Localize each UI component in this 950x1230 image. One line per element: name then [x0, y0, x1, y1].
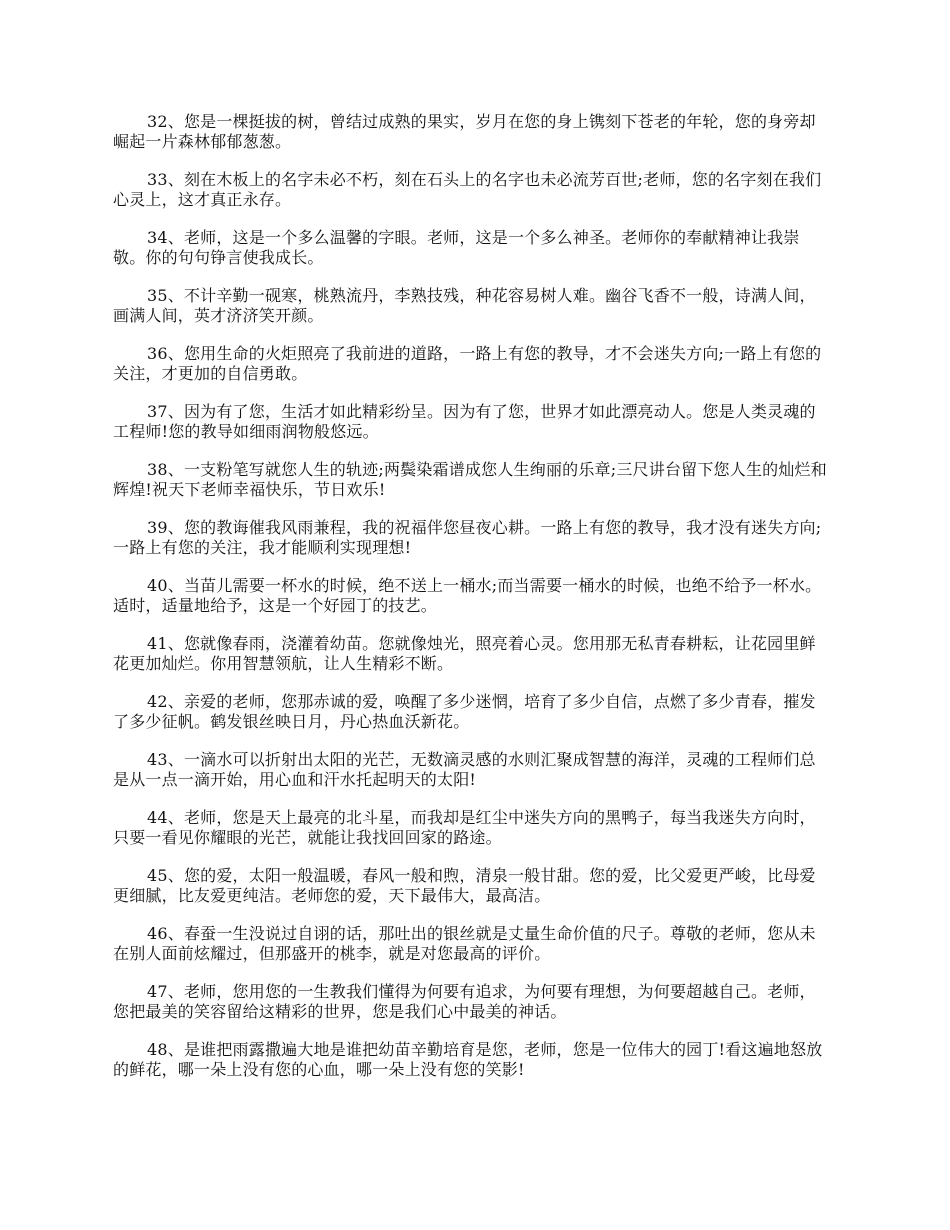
paragraph-43: 43、一滴水可以折射出太阳的光芒，无数滴灵感的水则汇聚成智慧的海洋，灵魂的工程师们总是从一点一滴开始，用心血和汗水托起明天的太阳!: [113, 750, 816, 789]
paragraph-38: 38、一支粉笔写就您人生的轨迹;两鬓染霜谱成您人生绚丽的乐章;三尺讲台留下您人生的灿烂和辉煌!祝天下老师幸福快乐，节日欢乐!: [113, 460, 827, 499]
paragraph-36: 36、您用生命的火炬照亮了我前进的道路，一路上有您的教导，才不会迷失方向;一路上有您的关注，才更加的自信勇敢。: [113, 344, 822, 383]
paragraph-45: 45、您的爱，太阳一般温暖，春风一般和煦，清泉一般甘甜。您的爱，比父爱更严峻，比母爱更细腻，比友爱更纯洁。老师您的爱，天下最伟大，最高洁。: [113, 866, 816, 905]
paragraph-40: 40、当苗儿需要一杯水的时候，绝不送上一桶水;而当需要一桶水的时候，也绝不给予一杯水。适时，适量地给予，这是一个好园丁的技艺。: [113, 576, 822, 615]
paragraph-35: 35、不计辛勤一砚寒，桃熟流丹，李熟技残，种花容易树人难。幽谷飞香不一般，诗满人间，画满人间，英才济济笑开颜。: [113, 286, 816, 325]
paragraph-39: 39、您的教诲催我风雨兼程，我的祝福伴您昼夜心耕。一路上有您的教导，我才没有迷失方向;一路上有您的关注，我才能顺利实现理想!: [113, 518, 822, 557]
paragraph-33: 33、刻在木板上的名字未必不朽，刻在石头上的名字也未必流芳百世;老师，您的名字刻在我们心灵上，这才真正永存。: [113, 170, 822, 209]
paragraph-48: 48、是谁把雨露撒遍大地是谁把幼苗辛勤培育是您，老师，您是一位伟大的园丁!看这遍地怒放的鲜花，哪一朵上没有您的心血，哪一朵上没有您的笑影!: [113, 1040, 823, 1079]
paragraph-44: 44、老师，您是天上最亮的北斗星，而我却是红尘中迷失方向的黑鸭子，每当我迷失方向时，只要一看见你耀眼的光芒，就能让我找回回家的路途。: [113, 808, 816, 847]
paragraph-37: 37、因为有了您，生活才如此精彩纷呈。因为有了您，世界才如此漂亮动人。您是人类灵魂的工程师!您的教导如细雨润物般悠远。: [113, 402, 816, 441]
paragraph-47: 47、老师，您用您的一生教我们懂得为何要有追求，为何要有理想，为何要超越自己。老师，您把最美的笑容留给这精彩的世界，您是我们心中最美的神话。: [113, 982, 816, 1021]
paragraph-46: 46、春蚕一生没说过自诩的话，那吐出的银丝就是丈量生命价值的尺子。尊敬的老师，您从未在别人面前炫耀过，但那盛开的桃李，就是对您最高的评价。: [113, 924, 816, 963]
paragraph-34: 34、老师，这是一个多么温馨的字眼。老师，这是一个多么神圣。老师你的奉献精神让我崇敬。你的句句铮言使我成长。: [113, 228, 800, 267]
paragraph-42: 42、亲爱的老师，您那赤诚的爱，唤醒了多少迷惘，培育了多少自信，点燃了多少青春，摧发了多少征帆。鹤发银丝映日月，丹心热血沃新花。: [113, 692, 816, 731]
document-body: [113, 112, 829, 1098]
paragraph-41: 41、您就像春雨，浇灌着幼苗。您就像烛光，照亮着心灵。您用那无私青春耕耘，让花园里鲜花更加灿烂。你用智慧领航，让人生精彩不断。: [113, 634, 816, 673]
paragraph-32: 32、您是一棵挺拔的树，曾结过成熟的果实，岁月在您的身上镌刻下苍老的年轮，您的身旁却崛起一片森林郁郁葱葱。: [113, 112, 816, 151]
